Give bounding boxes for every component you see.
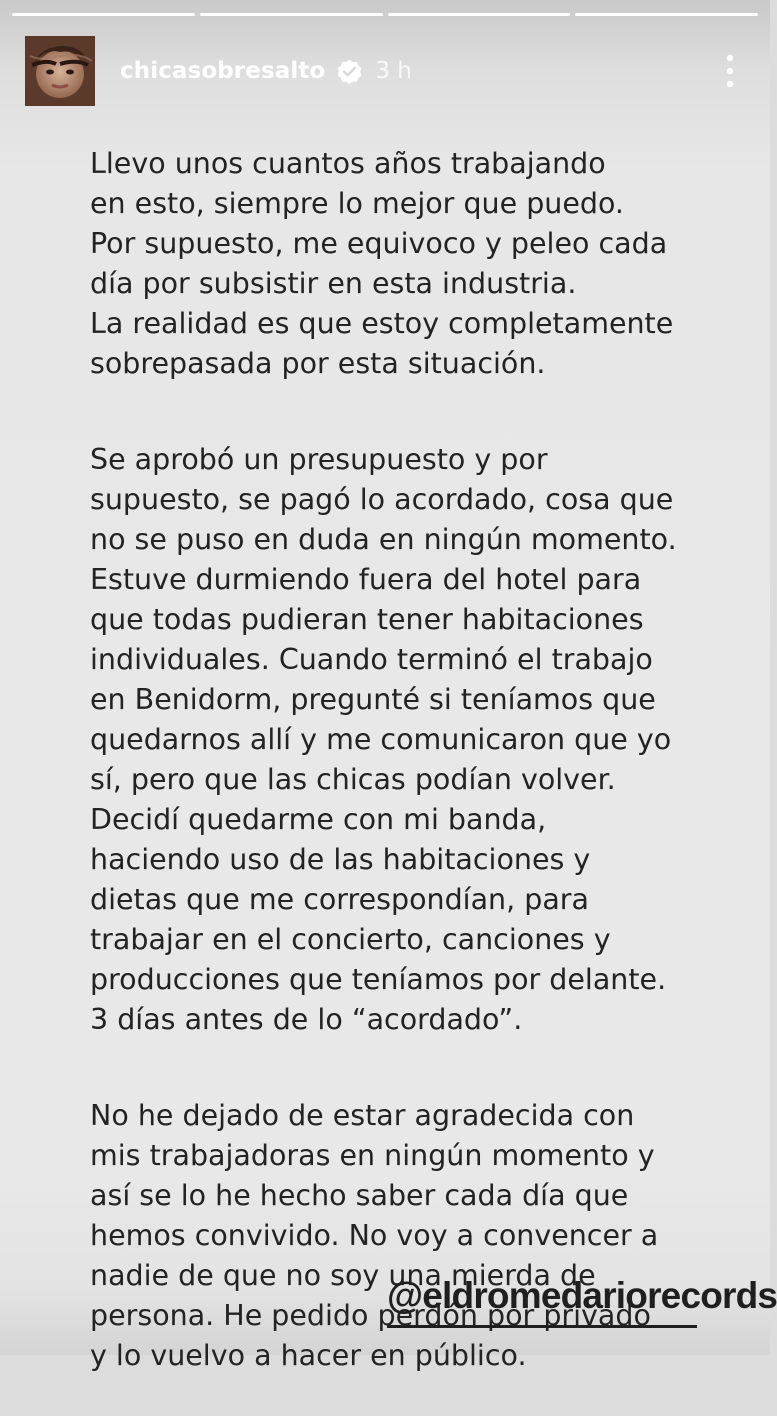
story-progress-bar [12, 13, 758, 17]
profile-photo-icon [25, 36, 95, 106]
story-text [90, 104, 750, 1416]
story-header [25, 36, 740, 106]
more-options-button[interactable] [720, 52, 740, 90]
progress-segment [575, 13, 758, 16]
verified-badge-icon [336, 58, 363, 85]
post-time: 3 h [375, 58, 412, 84]
avatar[interactable] [25, 36, 95, 106]
story-paragraph: Llevo unos cuantos años trabajando en esto, siempre lo mejor que puedo. Por supuesto, me equivoco y peleo cada día por subsistir en esta industria. La realidad es que estoy completamente sobrepasada por esta situación. [90, 147, 674, 380]
watermark: @eldromedariorecords [387, 1276, 697, 1328]
story-paragraph: No he dejado de estar agradecida con mis trabajadoras en ningún momento y así se lo he hecho saber cada día que hemos convivido. No voy a convencer a nadie de que no soy una mierda de persona. He pedido perdón por privado y lo vuelvo a hacer en público. [90, 1099, 659, 1372]
progress-segment [388, 13, 571, 16]
story-paragraph: Se aprobó un presupuesto y por supuesto, se pagó lo acordado, cosa que no se puso en duda en ningún momento. Estuve durmiendo fuera del hotel para que todas pudieran tener habitaciones individuales. Cuando terminó el trabajo en Benidorm, pregunté si teníamos que quedarnos allí y me comunicaron que yo sí, pero que las chicas podían volver. Decidí quedarme con mi banda, haciendo uso de las habitaciones y dietas que me correspondían, para trabajar en el concierto, canciones y producciones que teníamos por delante. 3 días antes de lo “acordado”. [90, 443, 677, 1036]
progress-segment [200, 13, 383, 16]
progress-segment [12, 13, 195, 16]
username[interactable]: chicasobresalto [120, 58, 326, 84]
three-dots-vertical-icon [726, 54, 734, 88]
